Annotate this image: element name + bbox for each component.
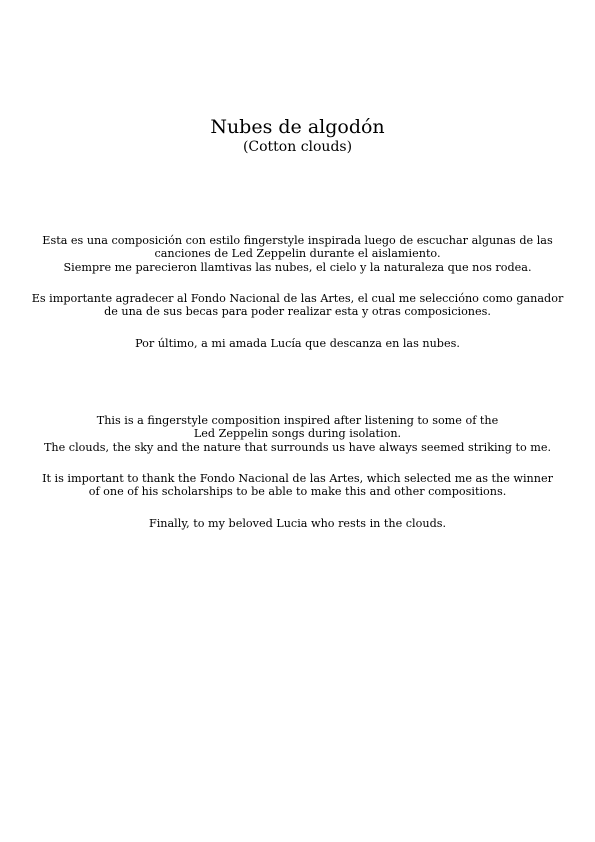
text-line: Por último, a mi amada Lucía que descanza en las nubes. bbox=[135, 337, 460, 350]
text-line: Siempre me parecieron llamtivas las nubes, el cielo y la naturaleza que nos rodea. bbox=[63, 260, 532, 274]
text-line: canciones de Led Zeppelin durante el aislamiento. bbox=[154, 247, 441, 261]
english-paragraph-2 bbox=[0, 472, 595, 499]
text-line: de una de sus becas para poder realizar esta y otras composiciones. bbox=[104, 305, 491, 319]
text-line: Finally, to my beloved Lucia who rests in the clouds. bbox=[148, 517, 447, 530]
page-subtitle: (Cotton clouds) bbox=[242, 139, 353, 155]
text-line: Led Zeppelin songs during isolation. bbox=[193, 427, 402, 441]
text-line: Esta es una composición con estilo fingerstyle inspirada luego de escuchar algunas de las bbox=[42, 234, 553, 247]
english-paragraph-3 bbox=[0, 517, 595, 530]
page-title: Nubes de algodón bbox=[210, 116, 385, 138]
spanish-paragraph-2 bbox=[0, 292, 595, 319]
text-line: Es importante agradecer al Fondo Nacional de las Artes, el cual me seleccióno como ganador bbox=[31, 292, 564, 305]
text-line: of one of his scholarships to be able to make this and other compositions. bbox=[88, 485, 507, 499]
spanish-paragraph-3 bbox=[0, 337, 595, 350]
spanish-paragraph-1 bbox=[0, 234, 595, 274]
text-line: This is a fingerstyle composition inspired after listening to some of the bbox=[96, 414, 499, 427]
text-line: The clouds, the sky and the nature that surrounds us have always seemed striking to me. bbox=[43, 440, 552, 454]
text-line: It is important to thank the Fondo Nacional de las Artes, which selected me as the winner bbox=[42, 472, 553, 485]
english-paragraph-1 bbox=[0, 414, 595, 454]
